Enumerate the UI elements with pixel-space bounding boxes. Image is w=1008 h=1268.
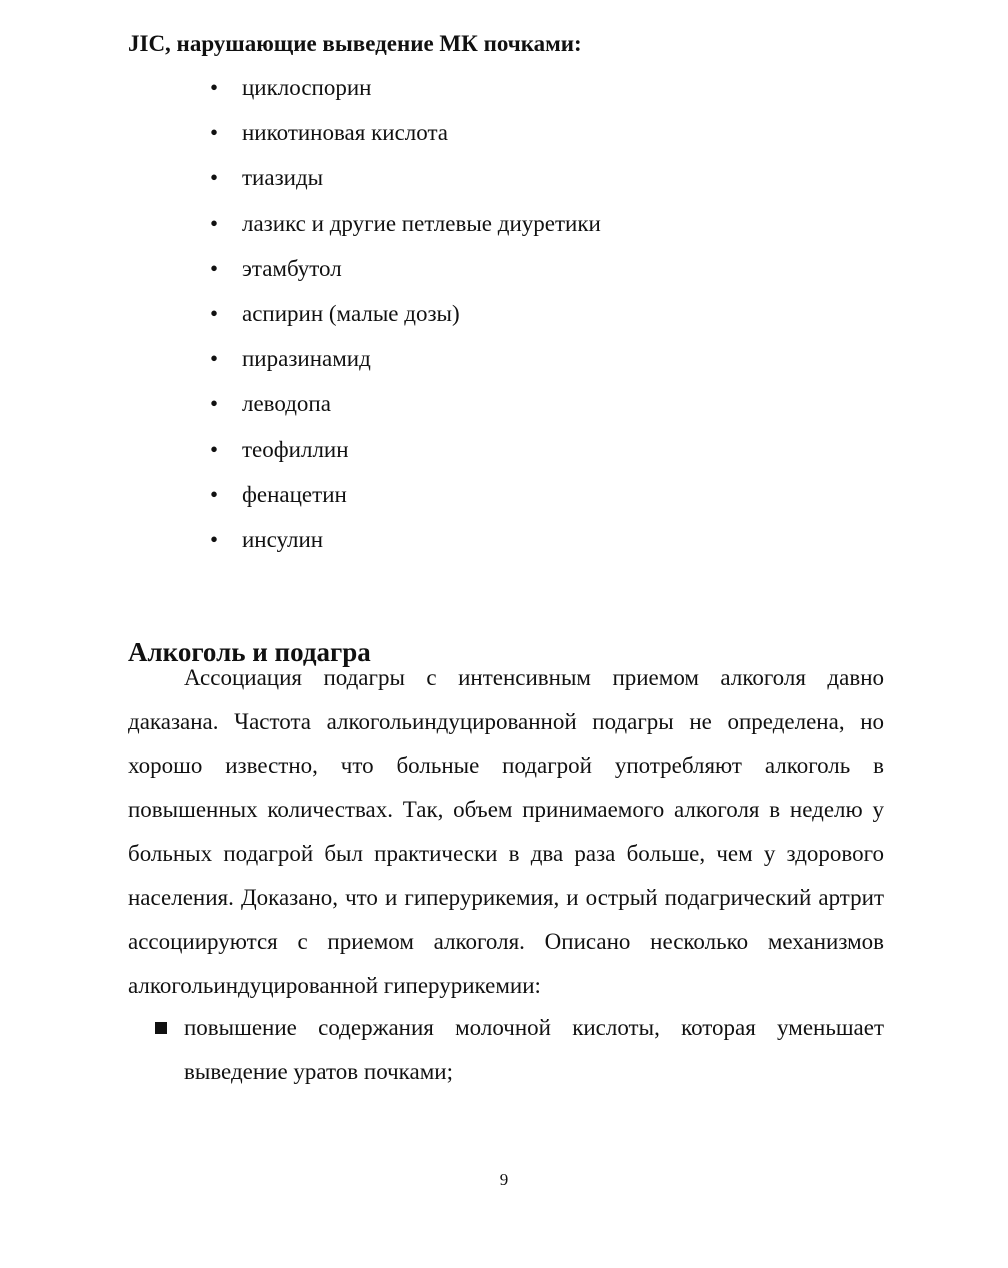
drug-name: тиазиды: [242, 165, 324, 191]
bullet-icon: •: [210, 346, 219, 372]
bullet-icon: •: [210, 436, 219, 462]
bullet-icon: •: [210, 300, 219, 326]
drug-name: пиразинамид: [242, 346, 371, 372]
bullet-icon: •: [210, 391, 219, 417]
drug-name: никотиновая кислота: [242, 120, 448, 146]
list-item: [155, 1006, 884, 1094]
bullet-icon: •: [210, 165, 219, 191]
mechanism-text: повышение содержания молочной кислоты, которая уменьшает выведение уратов почками;: [184, 1015, 884, 1084]
drug-name: леводопа: [242, 391, 331, 417]
section-title: Алкоголь и подагра: [128, 637, 371, 668]
list-heading: JIC, нарушающие выведение МК почками:: [128, 31, 582, 56]
bullet-icon: •: [210, 255, 219, 281]
drug-name: инсулин: [242, 526, 324, 552]
drug-name: этамбутол: [242, 255, 342, 281]
bullet-icon: •: [210, 75, 219, 100]
bullet-icon: •: [210, 210, 219, 236]
drug-name: лазикс и другие петлевые диуретики: [242, 210, 601, 236]
bullet-icon: •: [210, 526, 219, 552]
bullet-icon: •: [210, 120, 219, 146]
drug-name: фенацетин: [242, 481, 347, 507]
drug-name: аспирин (малые дозы): [242, 300, 460, 326]
page-number: 9: [499, 1170, 509, 1189]
bullet-icon: •: [210, 481, 219, 507]
mechanism-list: [155, 1006, 884, 1094]
drug-name: теофиллин: [242, 436, 349, 462]
drug-name: циклоспорин: [242, 75, 372, 100]
body-paragraph: Ассоциация подагры с интенсивным приемом алкоголя давно даказана. Частота алкогольиндуцированной подагры не определена, но хорошо известно, что больные подагрой употребляют алкоголь в повышенных количествах. Так, объем принимаемого алкоголя в неделю у больных подагрой был практически в два раза больше, чем у здорового населения. Доказано, что и гиперурикемия, и острый подагрический артрит ассоциируются с приемом алкоголя. Описано несколько механизмов алкогольиндуцированной гиперурикемии:: [128, 665, 884, 998]
square-bullet-icon: [155, 1022, 167, 1034]
